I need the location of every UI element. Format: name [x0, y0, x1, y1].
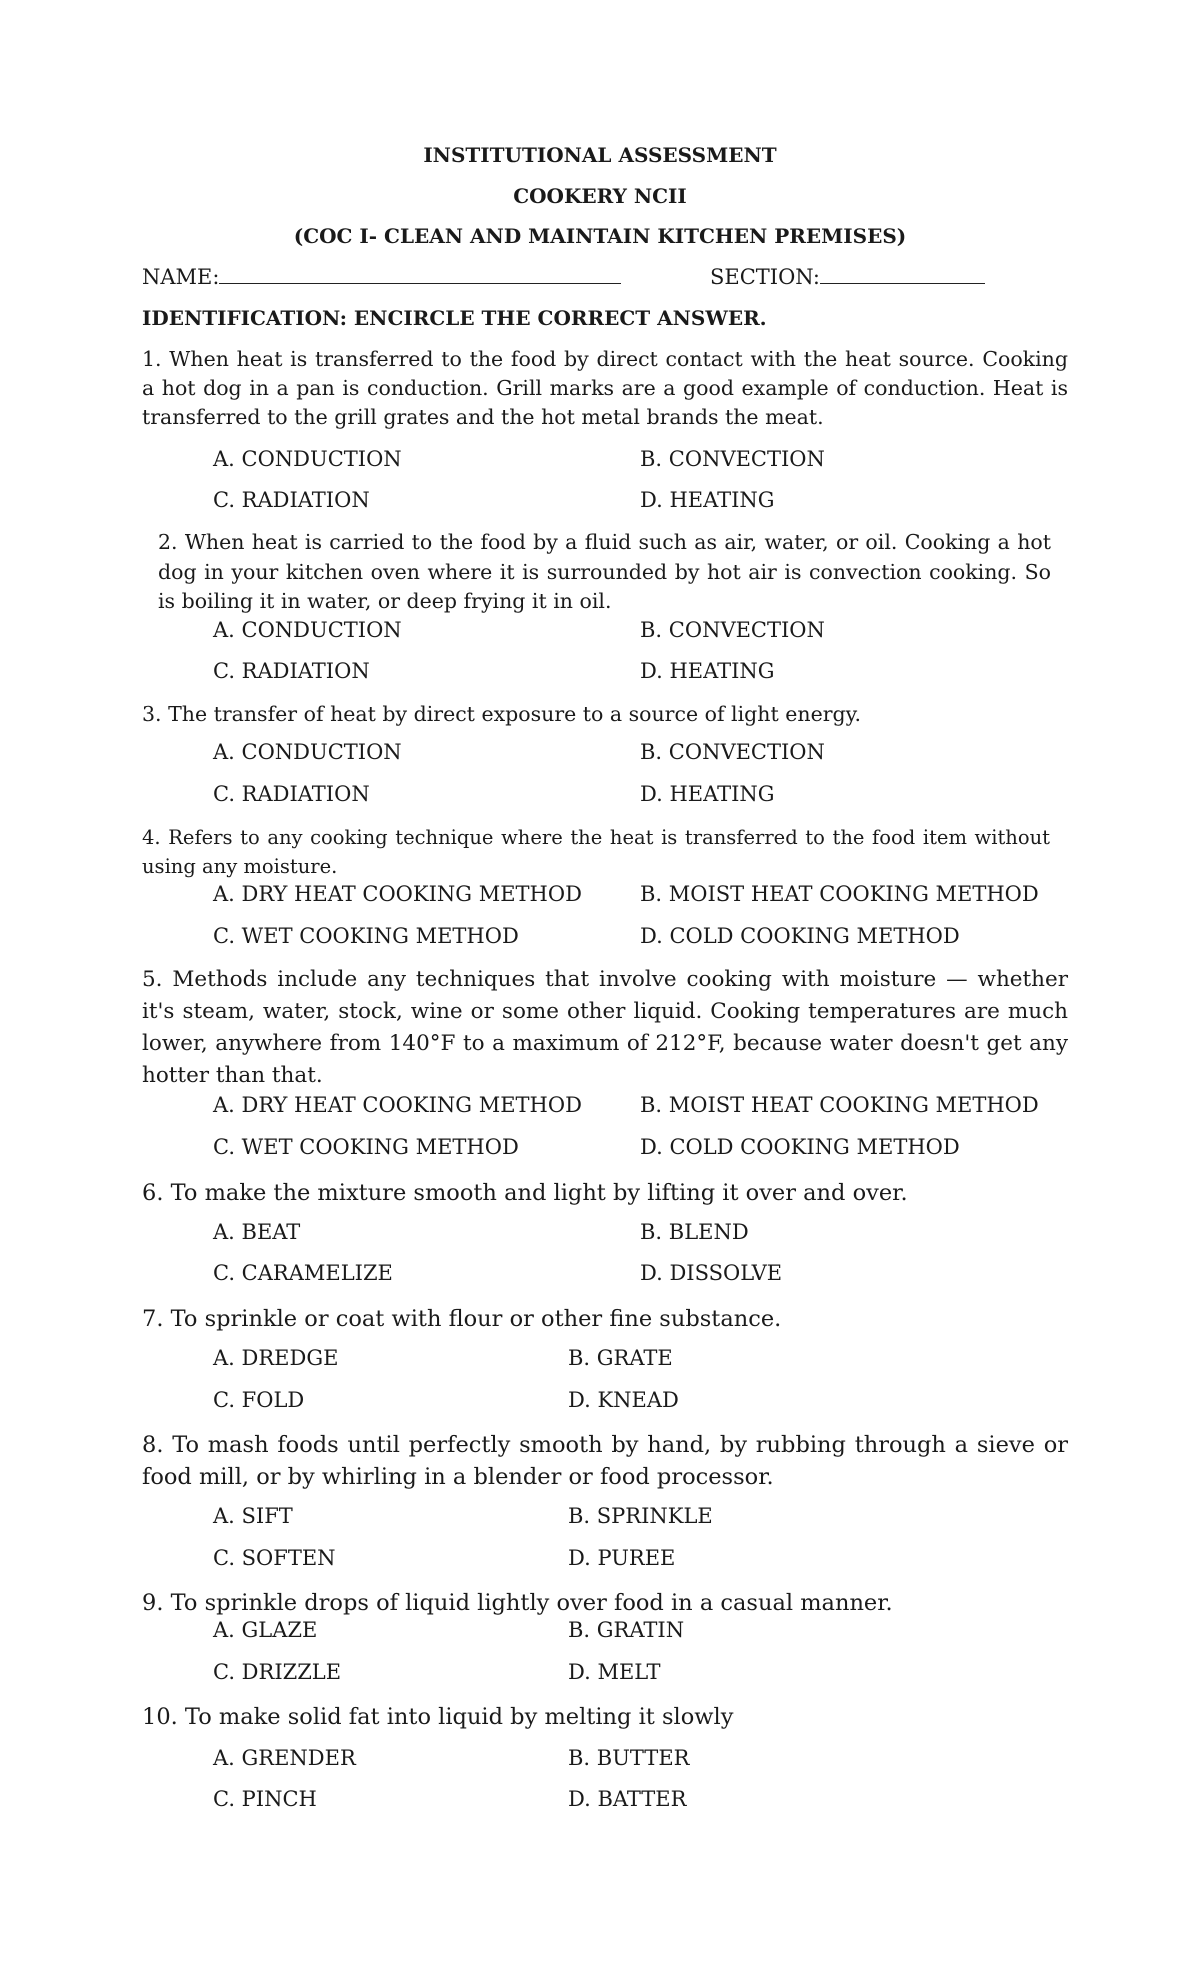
option-c[interactable]: C. WET COOKING METHOD [213, 924, 519, 948]
question-text: 2. When heat is carried to the food by a fluid such as air, water, or oil. Cooking a hot dog in your kitchen oven where it is surrounded by hot air is convection cooking. So is boiling it in water, or deep frying it in oil. [158, 530, 1051, 613]
question-text: 8. To mash foods until perfectly smooth by hand, by rubbing through a sieve or food mill, or by whirling in a blender or food processor. [142, 1432, 1068, 1490]
question-text: 7. To sprinkle or coat with flour or other fine substance. [142, 1306, 782, 1332]
option-c[interactable]: C. FOLD [213, 1388, 305, 1412]
option-b[interactable]: B. MOIST HEAT COOKING METHOD [640, 1093, 1039, 1117]
document-subtitle: COOKERY NCII [513, 184, 687, 208]
question-text: 1. When heat is transferred to the food by direct contact with the heat source. Cooking a hot dog in a pan is conduction. Grill marks are a good example of conduction. Heat is transferred to the grill grates and the hot metal brands the meat. [142, 347, 1068, 429]
option-b[interactable]: B. CONVECTION [640, 447, 825, 471]
option-d[interactable]: D. COLD COOKING METHOD [640, 924, 960, 948]
name-field [142, 263, 621, 289]
question-text: 3. The transfer of heat by direct exposure to a source of light energy. [142, 702, 862, 726]
name-blank-line[interactable] [219, 263, 621, 284]
option-c[interactable]: C. RADIATION [213, 659, 370, 683]
option-c[interactable]: C. RADIATION [213, 782, 370, 806]
option-d[interactable]: D. HEATING [640, 488, 775, 512]
document-unit-title: (COC I- CLEAN AND MAINTAIN KITCHEN PREMISES) [293, 224, 907, 248]
question-text: 5. Methods include any techniques that involve cooking with moisture — whether it's steam, water, stock, wine or some other liquid. Cooking temperatures are much lower, anywhere from 140°F to a maximum of 212°F, because water doesn't get any hotter than that. [142, 967, 1068, 1088]
question-text: 9. To sprinkle drops of liquid lightly over food in a casual manner. [142, 1590, 893, 1616]
option-d[interactable]: D. KNEAD [568, 1388, 679, 1412]
option-b[interactable]: B. GRATE [568, 1346, 673, 1370]
option-d[interactable]: D. PUREE [568, 1546, 676, 1570]
option-a[interactable]: A. BEAT [213, 1220, 301, 1244]
option-b[interactable]: B. CONVECTION [640, 740, 825, 764]
option-a[interactable]: A. DRY HEAT COOKING METHOD [213, 1093, 582, 1117]
question-text: 4. Refers to any cooking technique where the heat is transferred to the food item without using any moisture. [142, 826, 1050, 878]
option-b[interactable]: B. SPRINKLE [568, 1504, 713, 1528]
option-a[interactable]: A. SIFT [213, 1504, 293, 1528]
option-d[interactable]: D. BATTER [568, 1787, 687, 1811]
instructions-heading: IDENTIFICATION: ENCIRCLE THE CORRECT ANSWER. [142, 306, 767, 330]
option-a[interactable]: A. CONDUCTION [213, 447, 402, 471]
section-field [710, 263, 985, 289]
section-label: SECTION: [710, 265, 821, 289]
question-text: 10. To make solid fat into liquid by melting it slowly [142, 1704, 734, 1730]
option-c[interactable]: C. PINCH [213, 1787, 317, 1811]
option-d[interactable]: D. COLD COOKING METHOD [640, 1135, 960, 1159]
option-c[interactable]: C. DRIZZLE [213, 1660, 342, 1684]
option-a[interactable]: A. DREDGE [213, 1346, 339, 1370]
option-b[interactable]: B. CONVECTION [640, 618, 825, 642]
name-label: NAME: [142, 265, 220, 289]
option-b[interactable]: B. BLEND [640, 1220, 749, 1244]
option-c[interactable]: C. RADIATION [213, 488, 370, 512]
option-c[interactable]: C. CARAMELIZE [213, 1261, 393, 1285]
option-d[interactable]: D. HEATING [640, 782, 775, 806]
option-a[interactable]: A. CONDUCTION [213, 740, 402, 764]
document-title: INSTITUTIONAL ASSESSMENT [423, 143, 777, 167]
option-a[interactable]: A. DRY HEAT COOKING METHOD [213, 882, 582, 906]
option-b[interactable]: B. GRATIN [568, 1618, 685, 1642]
section-blank-line[interactable] [820, 263, 985, 284]
option-a[interactable]: A. CONDUCTION [213, 618, 402, 642]
option-c[interactable]: C. SOFTEN [213, 1546, 336, 1570]
option-d[interactable]: D. MELT [568, 1660, 661, 1684]
option-b[interactable]: B. MOIST HEAT COOKING METHOD [640, 882, 1039, 906]
option-c[interactable]: C. WET COOKING METHOD [213, 1135, 519, 1159]
option-d[interactable]: D. HEATING [640, 659, 775, 683]
question-text: 6. To make the mixture smooth and light by lifting it over and over. [142, 1180, 908, 1206]
option-b[interactable]: B. BUTTER [568, 1746, 690, 1770]
option-d[interactable]: D. DISSOLVE [640, 1261, 783, 1285]
option-a[interactable]: A. GRENDER [213, 1746, 356, 1770]
option-a[interactable]: A. GLAZE [213, 1618, 318, 1642]
